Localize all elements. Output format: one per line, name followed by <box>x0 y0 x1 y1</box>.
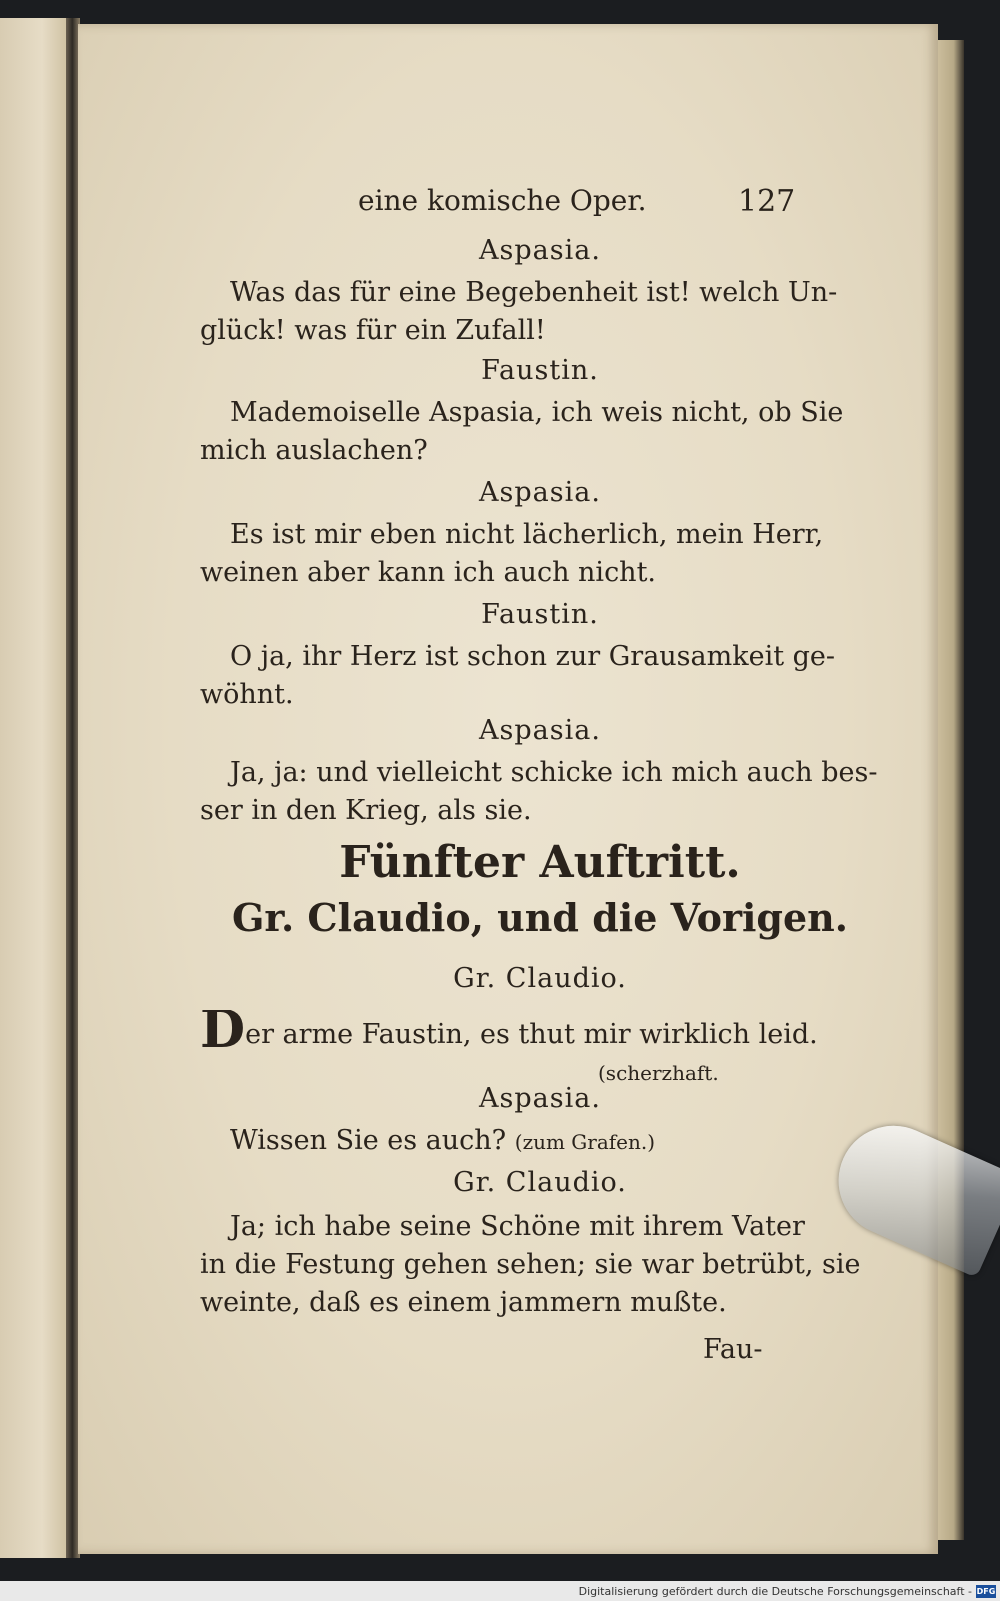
scene-heading: Fünfter Auftritt. <box>339 837 741 888</box>
text-line: glück! was für ein Zufall! <box>200 315 546 346</box>
text-line: Ja; ich habe seine Schöne mit ihrem Vater <box>230 1211 805 1242</box>
text-line: Mademoiselle Aspasia, ich weis nicht, ob Sie <box>230 397 844 428</box>
text-segment: Wissen Sie es auch? <box>230 1125 507 1156</box>
text-line: ser in den Krieg, als sie. <box>200 795 532 826</box>
page-stack-edge <box>938 40 964 1540</box>
drop-cap: D <box>200 1010 246 1052</box>
text-line: O ja, ihr Herz ist schon zur Grausamkeit ge- <box>230 641 836 672</box>
speaker-name: Gr. Claudio. <box>453 963 627 994</box>
running-header: eine komische Oper. <box>358 184 647 217</box>
speaker-name: Gr. Claudio. <box>453 1167 627 1198</box>
speaker-name: Faustin. <box>481 599 599 630</box>
speaker-name: Aspasia. <box>479 235 601 266</box>
catchword: Fau- <box>703 1334 763 1365</box>
text-line: mich auslachen? <box>200 435 428 466</box>
text-line-dropcap <box>200 1010 880 1052</box>
page-number: 127 <box>738 184 796 219</box>
speaker-name: Aspasia. <box>479 477 601 508</box>
speaker-name: Aspasia. <box>479 715 601 746</box>
speaker-name: Aspasia. <box>479 1083 601 1114</box>
scene-cast: Gr. Claudio, und die Vorigen. <box>231 895 849 940</box>
book-page <box>78 24 938 1554</box>
previous-page-edge <box>0 18 70 1558</box>
speaker-name: Faustin. <box>481 355 599 386</box>
page-text <box>78 24 938 1554</box>
dfg-logo: DFG <box>976 1587 996 1596</box>
footer-bar <box>0 1581 1000 1601</box>
footer-credit: Digitalisierung gefördert durch die Deutsche Forschungsgemeinschaft - <box>578 1585 972 1598</box>
dropcap-text: er arme Faustin, es thut mir wirklich leid. <box>245 1019 818 1050</box>
text-line: Ja, ja: und vielleicht schicke ich mich auch bes- <box>230 757 878 788</box>
text-line: Was das für eine Begebenheit ist! welch Un- <box>230 277 838 308</box>
text-line: weinen aber kann ich auch nicht. <box>200 557 657 588</box>
text-line: weinte, daß es einem jammern mußte. <box>200 1287 727 1318</box>
stage-direction: (zum Grafen.) <box>514 1130 656 1154</box>
text-line: Es ist mir eben nicht lächerlich, mein Herr, <box>230 519 824 550</box>
text-line: in die Festung gehen sehen; sie war betrübt, sie <box>200 1249 861 1280</box>
text-line: wöhnt. <box>200 679 294 710</box>
stage-direction: (scherzhaft. <box>598 1061 719 1085</box>
text-line-with-stage <box>200 1124 910 1159</box>
